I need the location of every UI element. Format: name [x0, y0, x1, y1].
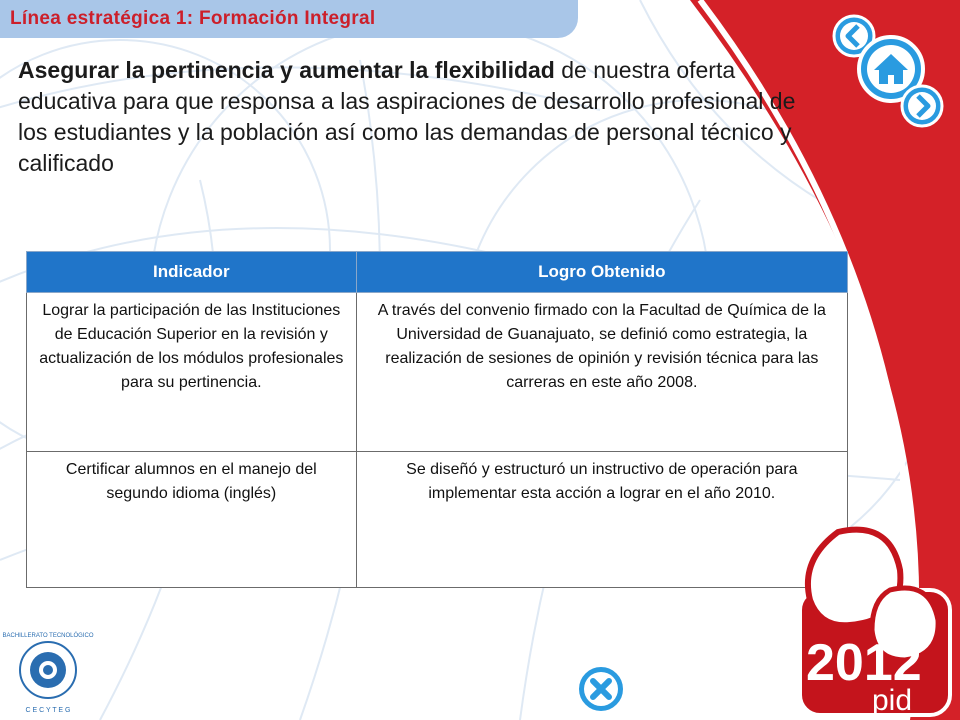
pid-year: 2012	[806, 634, 922, 692]
intro-bold: Asegurar la pertinencia y aumentar la flexibilidad	[18, 57, 555, 83]
intro-rest: de nuestra oferta educativa para que responsa a las aspiraciones de desarrollo profesional de los estudiantes y la población así como las demandas de personal técnico y calificado	[18, 57, 796, 176]
forward-button[interactable]	[900, 84, 944, 128]
indicators-table	[26, 251, 848, 588]
intro-statement	[18, 55, 808, 179]
table-row	[27, 452, 848, 588]
table-header-row	[27, 252, 848, 293]
table-cell-indicador: Certificar alumnos en el manejo del segundo idioma (inglés)	[27, 452, 357, 588]
close-icon	[577, 665, 625, 713]
column-header-indicador: Indicador	[27, 252, 357, 293]
column-header-logro: Logro Obtenido	[356, 252, 847, 293]
logo-acronym: C E C Y T E G	[25, 707, 71, 714]
close-button[interactable]	[574, 662, 628, 716]
table-row	[27, 293, 848, 452]
chevron-right-icon	[902, 86, 942, 126]
pid-2012-badge	[780, 520, 960, 720]
title-bar	[0, 0, 578, 38]
table-cell-logro: Se diseñó y estructuró un instructivo de operación para implementar esta acción a lograr en el año 2010.	[356, 452, 847, 588]
logo-text: BACHILLERATO TECNOLÓGICO	[2, 633, 94, 639]
cecyteg-logo	[2, 628, 94, 718]
page-title: Línea estratégica 1: Formación Integral	[10, 8, 376, 29]
pid-label: pid	[872, 684, 913, 717]
table-cell-indicador: Lograr la participación de las Instituciones de Educación Superior en la revisión y actualización de los módulos profesionales para su pertinencia.	[27, 293, 357, 452]
table-cell-logro: A través del convenio firmado con la Facultad de Química de la Universidad de Guanajuato, se definió como estrategia, la realización de sesiones de opinión y revisión técnica para las carreras en este año 2008.	[356, 293, 847, 452]
